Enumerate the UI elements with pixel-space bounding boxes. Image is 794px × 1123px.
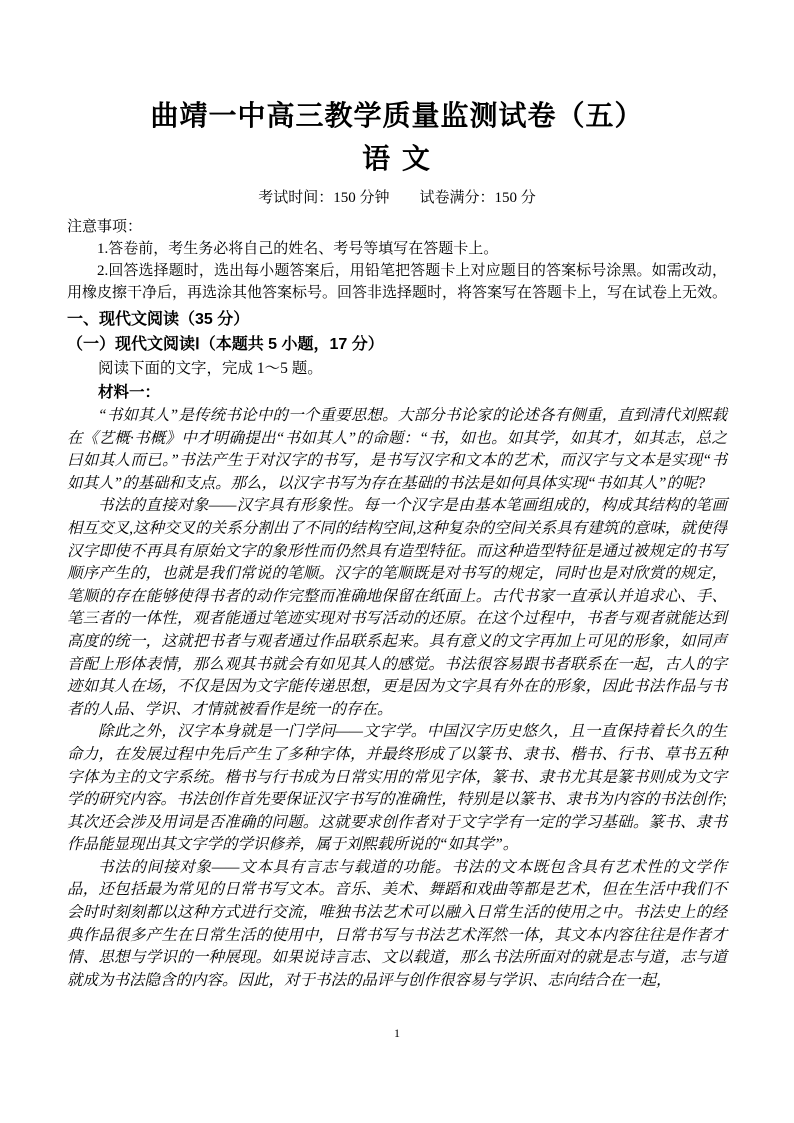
section-modern-reading <box>67 307 727 405</box>
exam-info-line: 考试时间：150 分钟 试卷满分：150 分 <box>258 190 536 206</box>
section-heading: 一、现代文阅读（35 分） <box>67 311 250 328</box>
reading-instruction: 阅读下面的文字，完成 1～5 题。 <box>98 360 323 377</box>
notice-label: 注意事项： <box>67 219 143 235</box>
notice-item-1: 1.答卷前，考生务必将自己的姓名、考号等填写在答题卡上。 <box>97 241 499 257</box>
material-one-label: 材料一： <box>98 384 161 401</box>
section-subheading: （一）现代文阅读Ⅰ（本题共 5 小题，17 分） <box>67 336 384 353</box>
notice-section <box>67 216 727 304</box>
notice-item-2: 2.回答选择题时，选出每小题答案后，用铅笔把答题卡上对应题目的答案标号涂黑。如需改动，用橡皮擦干净后，再选涂其他答案标号。回答非选择题时，将答案写在答题卡上，写在试卷上无效。 <box>67 263 728 301</box>
page-title: 曲靖一中高三教学质量监测试卷（五） <box>150 100 644 131</box>
material-paragraph-2: 书法的直接对象——汉字具有形象性。每一个汉字是由基本笔画组成的，构成其结构的笔画相互交叉,这种交叉的关系分割出了不同的结构空间,这种复杂的空间关系具有建筑的意味，就使得汉字即使不再具有原始文字的象形性而仍然具有造型特征。而这种造型特征是通过被规定的书写顺序产生的，也就是我们常说的笔顺。汉字的笔顺既是对书写的规定，同时也是对欣赏的规定，笔顺的存在能够使得书者的动作完整而准确地保留在纸面上。古代书家一直承认并追求心、手、笔三者的一体性，观者能通过笔迹实现对书写活动的还原。在这个过程中，书者与观者就能达到高度的统一，这就把书者与观者通过作品联系起来。具有意义的文字再加上可见的形象，如同声音配上形体表情，那么观其书就会有如见其人的感觉。书法很容易跟书者联系在一起，古人的字迹如其人在场，不仅是因为文字能传递思想，更是因为文字具有外在的形象，因此书法作品与书者的人品、学识、才情就被看作是统一的存在。 <box>67 497 727 718</box>
material-paragraph-4: 书法的间接对象——文本具有言志与载道的功能。书法的文本既包含具有艺术性的文学作品，还包括最为常见的日常书写文本。音乐、美术、舞蹈和戏曲等都是艺术，但在生活中我们不会时时刻刻都以这种方式进行交流，唯独书法艺术可以融入日常生活的使用之中。书法史上的经典作品很多产生在日常生活的使用中，日常书写与书法艺术浑然一体，其文本内容往往是作者才情、思想与学识的一种展现。如果说诗言志、文以载道，那么书法所面对的就是志与道，志与道就成为书法隐含的内容。因此，对于书法的品评与创作很容易与学识、志向结合在一起， <box>67 858 727 989</box>
page-number: 1 <box>394 1026 400 1040</box>
material-paragraph-3: 除此之外，汉字本身就是一门学问——文字学。中国汉字历史悠久，且一直保持着长久的生命力，在发展过程中先后产生了多种字体，并最终形成了以篆书、隶书、楷书、行书、草书五种字体为主的文字系统。楷书与行书成为日常实用的常见字体，篆书、隶书尤其是篆书则成为文字学的研究内容。书法创作首先要保证汉字书写的准确性，特别是以篆书、隶书为内容的书法创作;其次还会涉及用词是否准确的问题。这就要求创作者对于文字学有一定的学习基础。篆书、隶书作品能显现出其文字学的学识修养，属于刘熙载所说的“如其学”。 <box>67 723 727 854</box>
material-one-body <box>67 405 727 992</box>
material-paragraph-1: “书如其人”是传统书论中的一个重要思想。大部分书论家的论述各有侧重，直到清代刘熙载在《艺概·书概》中才明确提出“书如其人”的命题：“书，如也。如其学，如其才，如其志，总之曰如其人而已。”书法产生于对汉字的书写，是书写汉字和文本的艺术，而汉字与文本是实现“书如其人”的基础和支点。那么，以汉字书写为存在基础的书法是如何具体实现“书如其人”的呢? <box>67 407 727 492</box>
subject-title: 语 文 <box>362 143 432 174</box>
